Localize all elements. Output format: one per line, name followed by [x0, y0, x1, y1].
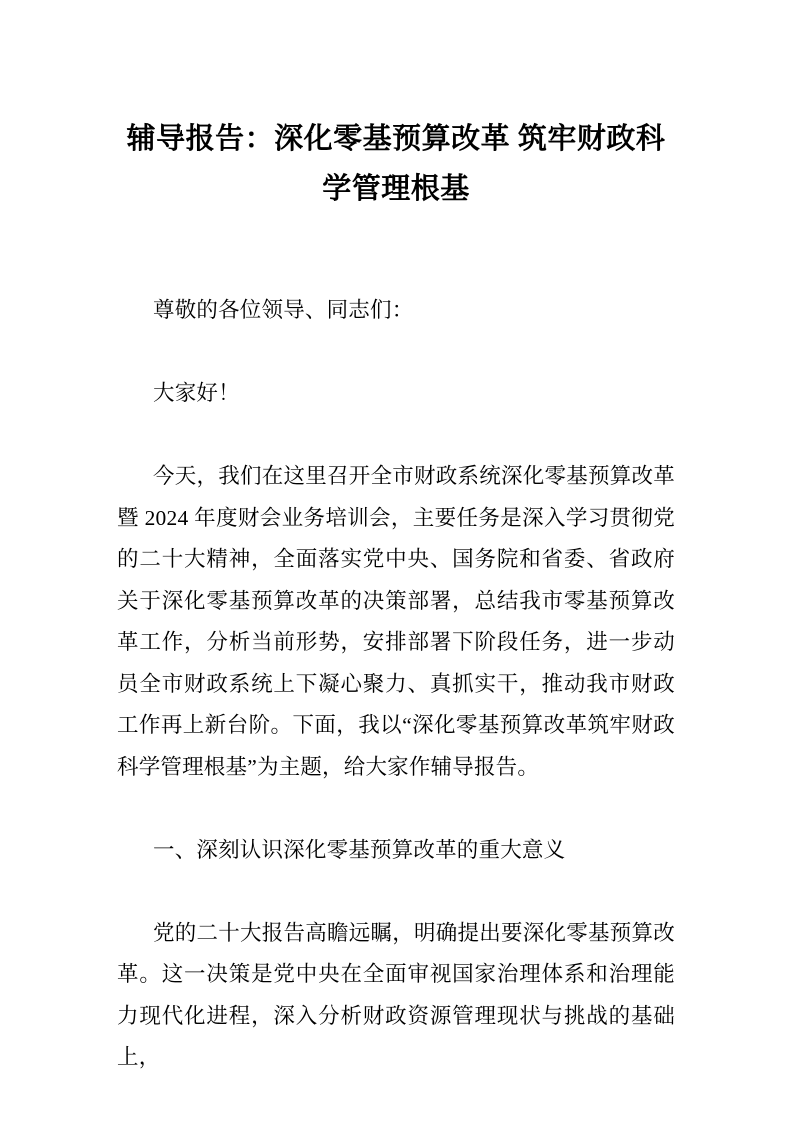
paragraph-section1-body: 党的二十大报告高瞻远瞩，明确提出要深化零基预算改革。这一决策是党中央在全面审视国家治理体系和治理能力现代化进程，深入分析财政资源管理现状与挑战的基础上， — [117, 920, 675, 1069]
document-title: 辅导报告：深化零基预算改革 筑牢财政科学管理根基 — [126, 123, 666, 205]
section-heading-1: 一、深刻认识深化零基预算改革的重大意义 — [153, 837, 566, 862]
paragraph-intro: 今天，我们在这里召开全市财政系统深化零基预算改革暨 2024 年度财会业务培训会，主要任务是深入学习贯彻党的二十大精神，全面落实党中央、国务院和省委、省政府关于深化零基预算改革的决策部署，总结我市零基预算改革工作，分析当前形势，安排部署下阶段任务，进一步动员全市财政系统上下凝心聚力、真抓实干，推动我市财政工作再上新台阶。下面，我以“深化零基预算改革筑牢财政科学管理根基”为主题，给大家作辅导报告。 — [117, 464, 675, 779]
paragraph-salutation: 尊敬的各位领导、同志们： — [153, 298, 414, 322]
paragraph-greeting: 大家好！ — [153, 381, 240, 405]
